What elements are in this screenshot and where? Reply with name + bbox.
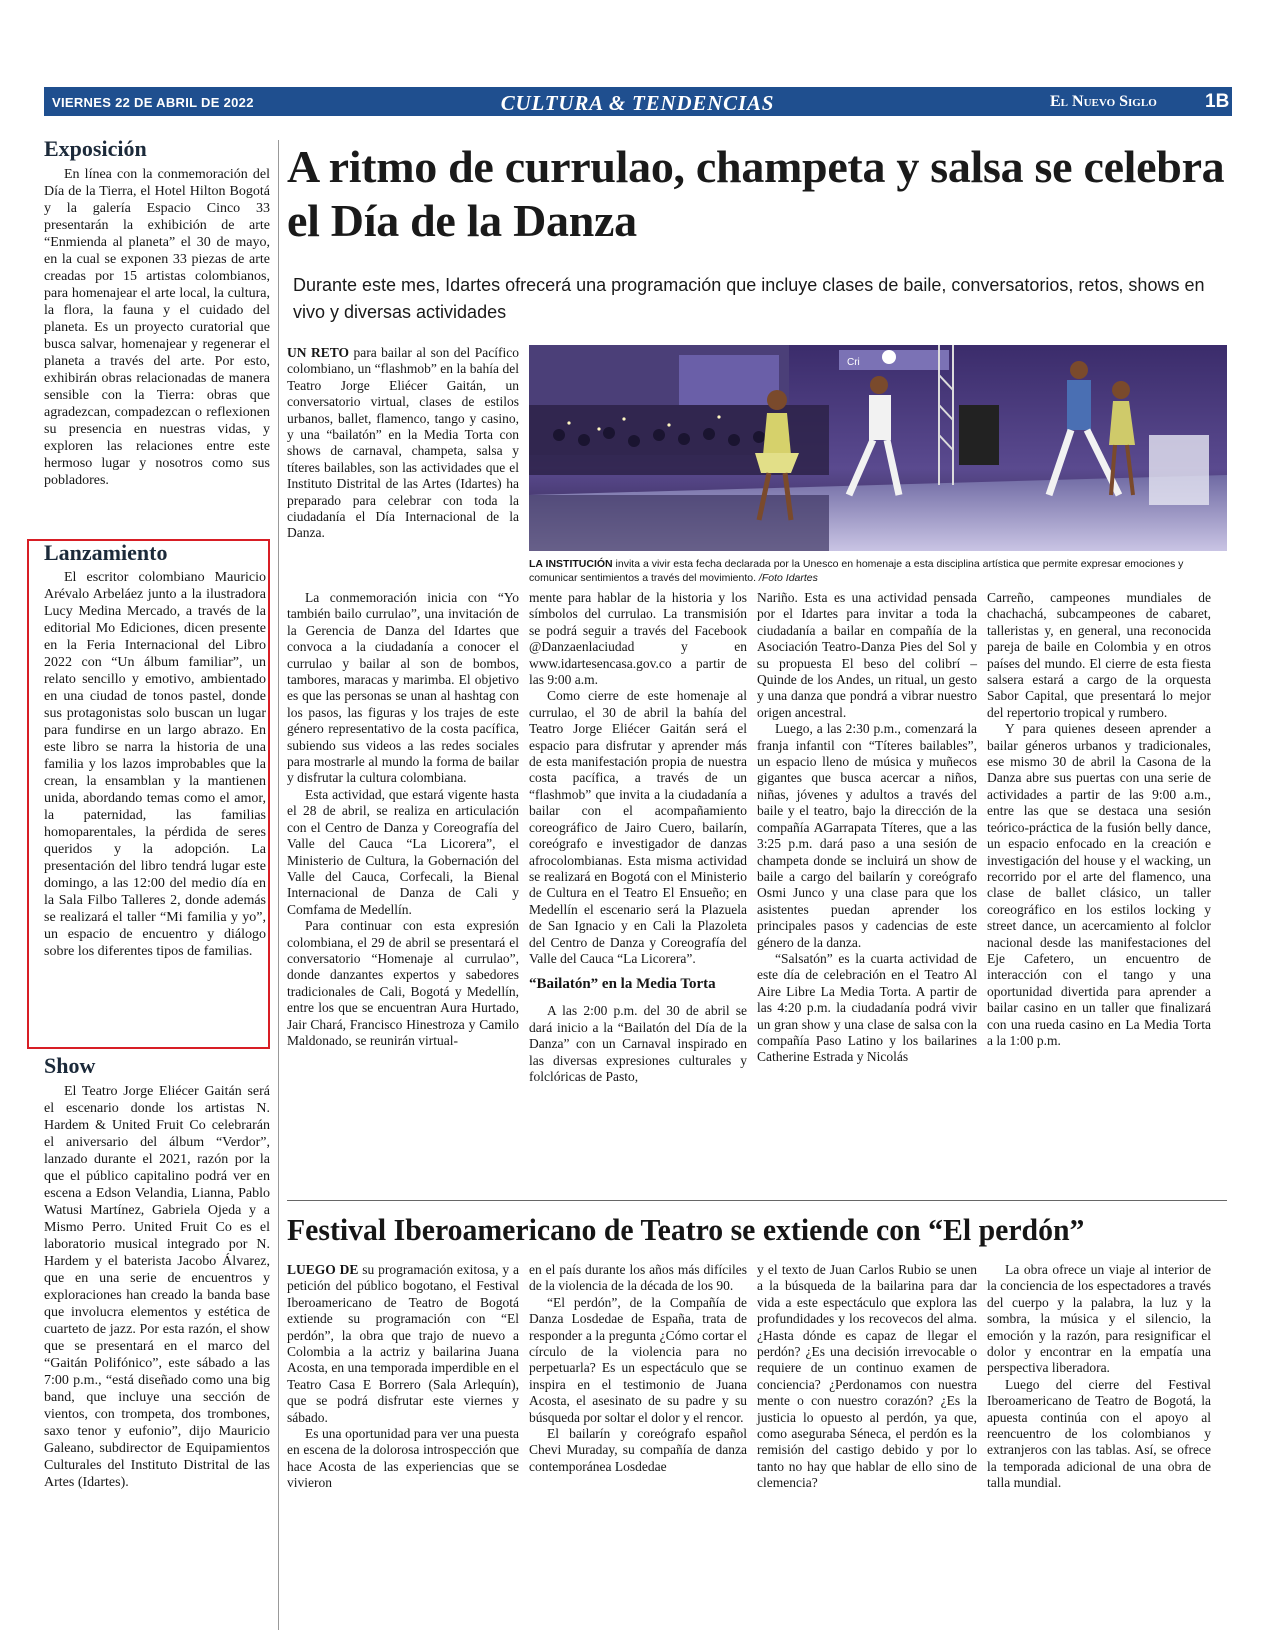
festival-col4-p1: La obra ofrece un viaje al interior de la conciencia de los espectadores a través del cuerpo y la palabra, la luz y la sombra, la música y el silencio, la emoción y la razón, para resignificar el dolor y encontrar en la empatía una perspectiva liberadora. (987, 1262, 1211, 1376)
show-section (44, 1053, 270, 1491)
header-section-title: CULTURA & TENDENCIAS (500, 91, 775, 115)
caption-credit: /Foto Idartes (756, 572, 818, 584)
main-lead-column (287, 345, 519, 542)
main-column-3 (757, 590, 977, 1066)
caption-text: invita a vivir esta fecha declarada por la Unesco en homenaje a esta disciplina artística que permite expresar emociones y comunicar sentimientos a través del movimiento. (529, 558, 1184, 584)
festival-kicker: LUEGO DE (287, 1262, 359, 1277)
main-column-2 (529, 590, 747, 1085)
main-col2-p1: mente para hablar de la historia y los símbolos del currulao. La transmisión se podrá seguir a través del Facebook @Danzaenlaciudad y en www.idartesencasa.gov.co a partir de las 9:00 a.m. (529, 590, 747, 688)
festival-col3-p1: y el texto de Juan Carlos Rubio se unen a la búsqueda de la bailarina para dar vida a este espectáculo que explora las profundidades y los recovecos del alma. ¿Hasta dónde es capaz de llegar el perdón? ¿Es una decisión irrevocable o requiere de un continuo examen de conciencia? ¿Perdonamos con nuestra mente o con nuestro corazón? ¿Es la justicia lo opuesto al perdón, ya que, como aseguraba Séneca, el perdón es la remisión del castigo debido y por lo tanto no hay que hablar de ello sino de clemencia? (757, 1262, 977, 1491)
main-col2-p3: A las 2:00 p.m. del 30 de abril se dará inicio a la “Bailatón del Día de la Danza” con un Carnaval inspirado en las diversas expresiones culturales y folclóricas de Pasto, (529, 1003, 747, 1084)
main-col2-p2: Como cierre de este homenaje al currulao, el 30 de abril la bahía del Teatro Jorge Eliécer Gaitán será el espacio para disfrutar y aprender más de esta manifestación propia de nuestra costa pacífica, a través de un “flashmob” que invita a la ciudadanía a bailar con el acompañamiento coreográfico de Jairo Cuero, bailarín, coreógrafo e investigador de danzas afrocolombianas. Esta misma actividad se realizará en Bogotá con el Ministerio de Cultura en el Teatro El Ensueño; en Medellín el escenario será la Plazuela de San Ignacio y en Cali la Plazoleta del Centro de Danza y Coreografía del Valle del Cauca “La Licorera”. (529, 688, 747, 966)
header-date: VIERNES 22 DE ABRIL DE 2022 (52, 95, 254, 110)
photo-illustration (529, 345, 1227, 551)
festival-column-3 (757, 1262, 977, 1492)
main-col3-p1: Nariño. Esta es una actividad pensada por el Idartes para invitar a toda la ciudadanía a bailar en compañía de la Asociación Teatro-Danza Pies del Sol y su propuesta El beso del colibrí – Quinde de los Andes, un ritual, un gesto y una danza que pondrá a vibrar nuestro origen ancestral. (757, 590, 977, 720)
festival-lead-paragraph (287, 1262, 519, 1426)
main-lead-paragraph (287, 345, 519, 542)
festival-column-4 (987, 1262, 1211, 1492)
festival-col2-p1: en el país durante los años más difíciles de la violencia de la década de los 90. (529, 1262, 747, 1294)
main-col1-p2: Esta actividad, que estará vigente hasta el 28 de abril, se realiza en articulación con el Centro de Danza y Coreografía del Valle del Cauca “La Licorera”, el Ministerio de Cultura, la Gobernación del Valle del Cauca, Corfecali, la Bienal Internacional de Danza de Cali y Comfama de Medellín. (287, 786, 519, 917)
main-column-1 (287, 590, 519, 1049)
show-text: El Teatro Jorge Eliécer Gaitán será el escenario donde los artistas N. Hardem & United Fruit Co celebrarán el aniversario del álbum “Verdor”, lanzado durante el 2021, razón por la que el público capitalino podrá ver en escena a Edson Velandia, Lianna, Pablo Watusi Martínez, Gabriela Ojeda y a Mismo Perro. United Fruit Co es el laboratorio musical integrado por N. Hardem y el baterista Jacobo Álvarez, que en una serie de encuentros y exploraciones han creado la banda base que involucra elementos y estética de cuarteto de jazz. Por esta razón, el show que se presentará en el marco del “Gaitán Polifónico”, este sábado a las 7:00 p.m., “está diseñado como una big band, que incluye una sección de vientos, con trompeta, dos trombones, saxo tenor y eufonio”, dijo Mauricio Galeano, subdirector de Equipamientos Culturales del Instituto Distrital de las Artes (Idartes). (44, 1084, 270, 1490)
festival-column-1 (287, 1262, 519, 1492)
exposicion-heading: Exposición (44, 136, 147, 161)
dance-performance-photo (529, 345, 1227, 551)
main-col3-p3: “Salsatón” es la cuarta actividad de este día de celebración en el Teatro Al Aire Libre La Media Torta. A partir de las 4:20 p.m. la ciudadanía podrá vivir un gran show y una clase de salsa con la compañía Paso Latino y los bailarines Catherine Estrada y Nicolás (757, 950, 977, 1065)
festival-column-2 (529, 1262, 747, 1475)
lanzamiento-heading: Lanzamiento (44, 540, 168, 565)
main-headline: A ritmo de currulao, champeta y salsa se celebra el Día de la Danza (287, 141, 1225, 246)
main-col1-p1: La conmemoración inicia con “Yo también bailo currulao”, una invitación de la Gerencia de Danza del Idartes que convoca a la ciudadanía a conocer el currulao y bailar al son de bombos, tambores, maracas y marimba. El objetivo es que las personas se unan al hashtag con los pasos, las figuras y los trajes de este género representativo de la costa pacífica, subiendo sus videos a las redes sociales para mostrarle al mundo la forma de bailar y disfrutar la cultura colombiana. (287, 590, 519, 786)
main-col1-p3: Para continuar con esta expresión colombiana, el 29 de abril se presentará el conversatorio “Homenaje al currulao”, donde danzantes expertos y sabedores tradicionales de Cali, Bogotá y Medellín, entre los que se encuentran Aura Hurtado, Jair Chará, Francisco Hinestroza y Camilo Maldonado, se reunirán virtual- (287, 918, 519, 1048)
festival-col4-p2: Luego del cierre del Festival Iberoamericano de Teatro de Bogotá, la apuesta continúa con el apoyo al reencuentro de los colombianos y extranjeros con las tablas. Así, se ofrece la temporada adicional de una obra de talla mundial. (987, 1376, 1211, 1491)
speaker (959, 405, 999, 465)
lead-text: para bailar al son del Pacífico colombiano, un “flashmob” en la bahía del Teatro Jorge Eliécer Gaitán, un conversatorio virtual, clases de estilos urbanos, ballet, flamenco, tango y casino, y una “bailatón” en la Media Torta con shows de carnaval, champeta, salsa y títeres bailables, son las actividades que el Instituto Distrital de las Artes (Idartes) ha preparado para celebrar con toda la ciudadanía el Día Internacional de la Danza. (287, 345, 520, 541)
main-col3-p2: Luego, a las 2:30 p.m., comenzará la franja infantil con “Títeres bailables”, un espacio lleno de música y muñecos gigantes que busca acercar a niños, niñas, jóvenes y adultos a través del baile y el teatro, bajo la dirección de la compañía AGarrapata Títeres, que a las 3:25 p.m. dará paso a una sesión de champeta donde se incluirá un show de baile a cargo del bailarín y coreógrafo Osmi Junco y una clase para que los asistentes puedan aprender los principales pasos y cadencias de este género de la danza. (757, 721, 977, 950)
stage-sign-text: Cri (847, 357, 860, 368)
newspaper-name: El Nuevo Siglo (1050, 93, 1157, 110)
column-divider (278, 140, 279, 1630)
festival-lead-text: su programación exitosa, y a petición del público bogotano, el Festival Iberoamericano de Teatro de Bogotá extiende su programación con “El perdón”, la obra que trajo de nuevo a Colombia a la actriz y bailarina Juana Acosta, en una temporada imperdible en el Teatro Casa E Borrero (Sala Arlequín), que se podrá disfrutar este viernes y sábado. (287, 1262, 519, 1425)
lead-kicker: UN RETO (287, 345, 349, 360)
page-number: 1B (1205, 91, 1230, 112)
lanzamiento-text: El escritor colombiano Mauricio Arévalo Arbeláez junto a la ilustradora Lucy Medina Mercado, a través de la editorial Mo Ediciones, dicen presente en la Feria Internacional del Libro 2022 con “Un álbum familiar”, un relato sencillo y emotivo, ambientado en una ciudad de tonos pastel, donde sus protagonistas solo buscan un lugar para fundirse en un largo abrazo. En este libro se narra la historia de una familia y los lazos improbables que la crean, la ensamblan y la mantienen unida, abordando temas como el amor, la paternidad, las familias homoparentales, la pérdida de seres queridos y la adopción. La presentación del libro tendrá lugar este domingo, a las 12:00 del medio día en la Sala Filbo Talleres 2, donde además se realizará el taller “Mi familia y yo”, un espacio de encuentro y diálogo sobre los diferentes tipos de familias. (44, 570, 266, 959)
caption-kicker: LA INSTITUCIÓN (529, 558, 613, 570)
stage-logo (882, 350, 896, 364)
photo-caption (529, 557, 1227, 585)
festival-headline: Festival Iberoamericano de Teatro se extiende con “El perdón” (287, 1212, 1085, 1247)
main-column-4 (987, 590, 1211, 1049)
exposicion-text: En línea con la conmemoración del Día de la Tierra, el Hotel Hilton Bogotá y la galería Espacio Cinco 33 presentarán la exhibición de arte “Enmienda al planeta” el 30 de mayo, en la cual se exponen 33 piezas de arte creadas por 15 artistas colombianos, para homenajear el arte local, la cultura, la flora, la fauna y el cuidado del planeta. Es un proyecto curatorial que busca salvar, homenajear y regenerar el planeta a través del arte. Por esto, exhibirán obras relacionadas de manera sensible con la Tierra: obras que agradezcan, compadezcan o reflexionen su presencia en nuestras vidas, y exploren las relaciones entre este hermoso lugar y nosotros como sus pobladores. (44, 167, 270, 488)
article-separator (287, 1200, 1227, 1201)
bailaton-subheading: “Bailatón” en la Media Torta (529, 976, 716, 993)
lanzamiento-section (44, 540, 266, 960)
festival-col2-p2: “El perdón”, de la Compañía de Danza Losdedae de España, trata de responder a la pregunta ¿Cómo cortar el círculo de la violencia para no perpetuarla? Es un espectáculo que se inspira en el testimonio de Juana Acosta, el asesinato de su padre y su búsqueda por soltar el dolor y el rencor. (529, 1294, 747, 1425)
left-sidebar (44, 136, 270, 489)
main-subheadline: Durante este mes, Idartes ofrecerá una programación que incluye clases de baile, conversatorios, retos, shows en vivo y diversas actividades (293, 275, 1205, 322)
show-heading: Show (44, 1053, 96, 1078)
main-col4-p2: Y para quienes deseen aprender a bailar géneros urbanos y tradicionales, ese mismo 30 de abril la Casona de la Danza abre sus puertas con una serie de actividades a partir de las 9:00 a.m., entre las que se destaca una sesión teórico-práctica de la fusión belly dance, un espacio enfocado en la creación e investigación del house y el wacking, un recorrido por el arte del flamenco, una clase de ballet clásico, un taller coreográfico en los estilos locking y street dance, un acercamiento al folclor nacional desde las manifestaciones del Eje Cafetero, un encuentro de interacción con el tango y una oportunidad divertida para aprender a bailar casino en un taller que finalizará con una rueda casino en La Media Torta a la 1:00 p.m. (987, 721, 1211, 1048)
festival-col1-p2: Es una oportunidad para ver una puesta en escena de la dolorosa introspección que hace Acosta de las experiencias que se vivieron (287, 1426, 519, 1491)
main-col4-p1: Carreño, campeones mundiales de chachachá, subcampeones de cabaret, talleristas y, en general, una reconocida pareja de baile en Colombia y en otros países del mundo. El cierre de esta fiesta salsera estará a cargo de la orquesta Sabor Capital, que presentará lo mejor del repertorio tropical y rumbero. (987, 590, 1211, 720)
festival-col2-p3: El bailarín y coreógrafo español Chevi Muraday, su compañía de danza contemporánea Losdedae (529, 1426, 747, 1474)
